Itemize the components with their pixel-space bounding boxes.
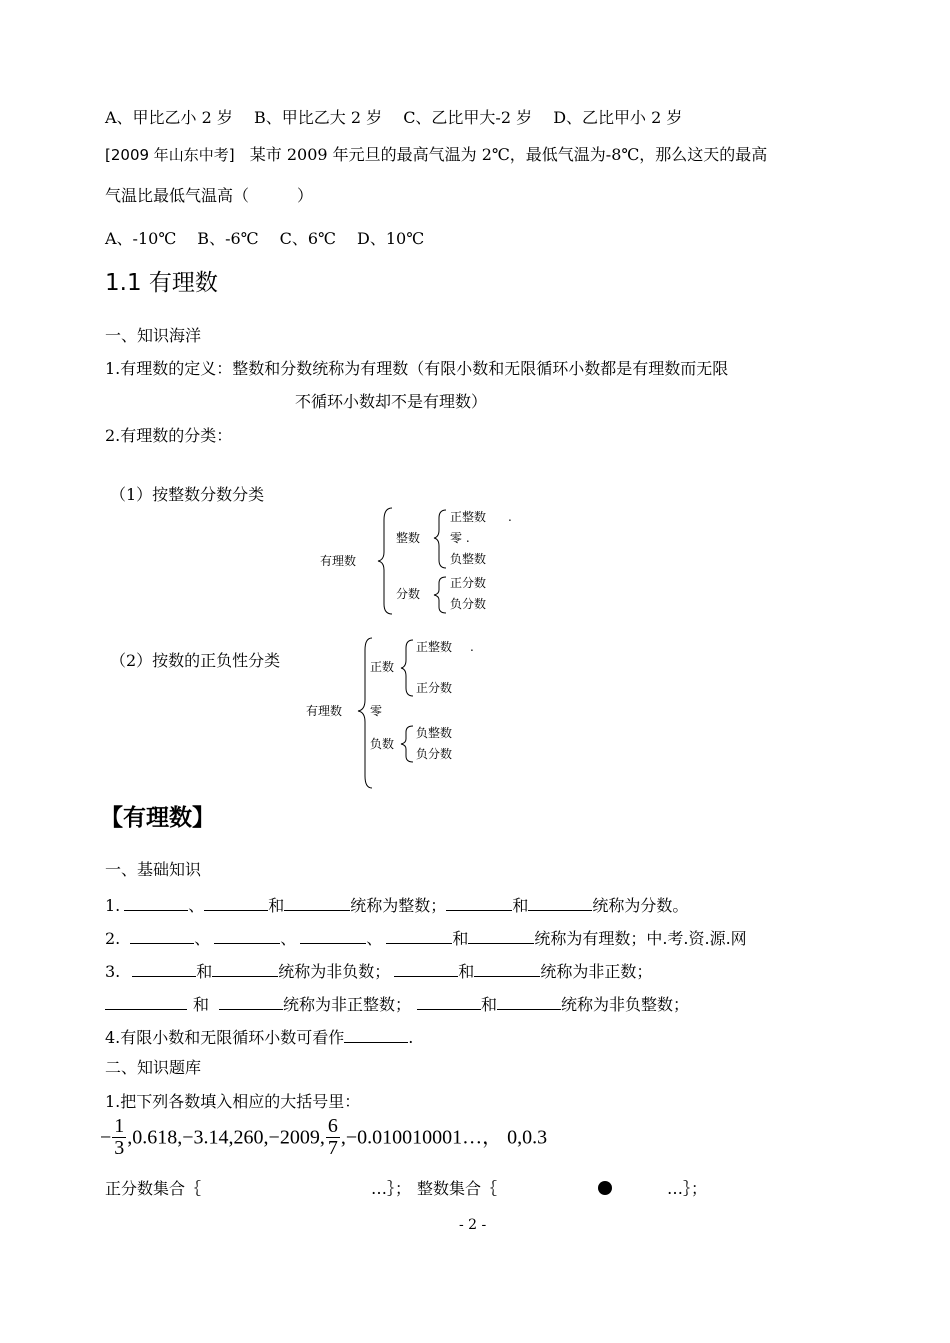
question-options: A、-10℃ B、-6℃ C、6℃ D、10℃ bbox=[105, 229, 425, 248]
classification-2-label: （2）按数的正负性分类 bbox=[110, 651, 281, 670]
blank[interactable] bbox=[528, 895, 592, 911]
blank[interactable] bbox=[130, 928, 194, 944]
blank[interactable] bbox=[468, 928, 534, 944]
fill-line-4: 和 统称为非正整数； 和 统称为非负整数； bbox=[105, 994, 689, 1013]
definition-text: 1.有理数的定义：整数和分数统称为有理数（有限小数和无限循环小数都是有理数而无限 bbox=[105, 359, 729, 378]
set-line: 正分数集合｛ …｝； 整数集合｛ …｝； bbox=[105, 1179, 708, 1198]
basics-heading: 一、基础知识 bbox=[105, 860, 202, 879]
fraction-6-7: $\frac{6}{7}$ bbox=[327, 1115, 338, 1159]
blank[interactable] bbox=[214, 928, 280, 944]
node-positive-integer: 正整数 . bbox=[450, 510, 512, 524]
blank[interactable] bbox=[300, 928, 366, 944]
number-list: − $\frac{1}{3}$ ,0.618,−3.14,260,−2009, $\frac{6}{7}$ ,−0.010010001…， 0,0.3 bbox=[100, 1115, 548, 1159]
node-fraction: 分数 bbox=[396, 587, 421, 601]
node-negative-integer: 负整数 bbox=[416, 726, 453, 740]
blank[interactable] bbox=[394, 961, 458, 977]
blank[interactable] bbox=[219, 994, 283, 1010]
blank[interactable] bbox=[284, 895, 350, 911]
question-options: A、甲比乙小 2 岁 B、甲比乙大 2 岁 C、乙比甲大-2 岁 D、乙比甲小 2 岁 bbox=[105, 108, 683, 127]
blank[interactable] bbox=[105, 994, 187, 1010]
blank[interactable] bbox=[344, 1027, 408, 1043]
fraction-1-3: $\frac{1}{3}$ bbox=[114, 1115, 125, 1159]
block-title: 【有理数】 bbox=[100, 805, 215, 831]
node-positive-integer: 正整数 . bbox=[416, 640, 474, 654]
blank[interactable] bbox=[497, 994, 561, 1010]
node-positive-fraction: 正分数 bbox=[416, 681, 453, 695]
node-rational: 有理数 bbox=[320, 554, 357, 568]
question-text: 某市 2009 年元旦的最高气温为 2℃，最低气温为-8℃，那么这天的最高 bbox=[249, 145, 768, 164]
page-number: - 2 - bbox=[459, 1217, 487, 1233]
exam-source-tag: [2009 年山东中考] bbox=[105, 146, 235, 164]
positive-fraction-set-label: 正分数集合｛ bbox=[105, 1179, 202, 1198]
blank[interactable] bbox=[417, 994, 481, 1010]
classification-heading: 2.有理数的分类： bbox=[105, 426, 233, 445]
fill-line-1: 1. 、 和 统称为整数； 和 统称为分数。 bbox=[105, 896, 689, 915]
bank-heading: 二、知识题库 bbox=[105, 1058, 202, 1077]
node-negative-fraction: 负分数 bbox=[416, 747, 453, 761]
node-integer: 整数 bbox=[396, 531, 421, 545]
section-title: 1.1 有理数 bbox=[105, 270, 218, 296]
node-zero: 零 . bbox=[450, 531, 470, 545]
bank-question-1: 1.把下列各数填入相应的大括号里： bbox=[105, 1092, 361, 1111]
blank[interactable] bbox=[204, 895, 268, 911]
integer-set-label: 整数集合｛ bbox=[417, 1179, 498, 1198]
fill-line-5: 4.有限小数和无限循环小数可看作 . bbox=[105, 1028, 414, 1047]
node-negative-integer: 负整数 bbox=[450, 552, 487, 566]
node-zero: 零 bbox=[370, 704, 383, 718]
blank[interactable] bbox=[132, 961, 196, 977]
definition-text-cont: 不循环小数却不是有理数） bbox=[295, 392, 488, 411]
knowledge-heading: 一、知识海洋 bbox=[105, 326, 202, 345]
blank[interactable] bbox=[474, 961, 540, 977]
node-positive: 正数 bbox=[370, 660, 395, 674]
blank[interactable] bbox=[212, 961, 278, 977]
blank[interactable] bbox=[446, 895, 512, 911]
node-negative: 负数 bbox=[370, 737, 395, 751]
question-text-cont: 气温比最低气温高（ ） bbox=[105, 186, 314, 205]
fill-line-2: 2. 、 、 、 和 统称为有理数；中.考.资.源.网 bbox=[105, 929, 747, 948]
classification-1-label: （1）按整数分数分类 bbox=[110, 485, 265, 504]
bullet-dot bbox=[598, 1181, 612, 1195]
blank[interactable] bbox=[124, 895, 188, 911]
node-negative-fraction: 负分数 bbox=[450, 597, 487, 611]
blank[interactable] bbox=[386, 928, 452, 944]
node-positive-fraction: 正分数 bbox=[450, 576, 487, 590]
fill-line-3: 3. 和 统称为非负数； 和 统称为非正数； bbox=[105, 962, 653, 981]
node-rational: 有理数 bbox=[306, 704, 343, 718]
